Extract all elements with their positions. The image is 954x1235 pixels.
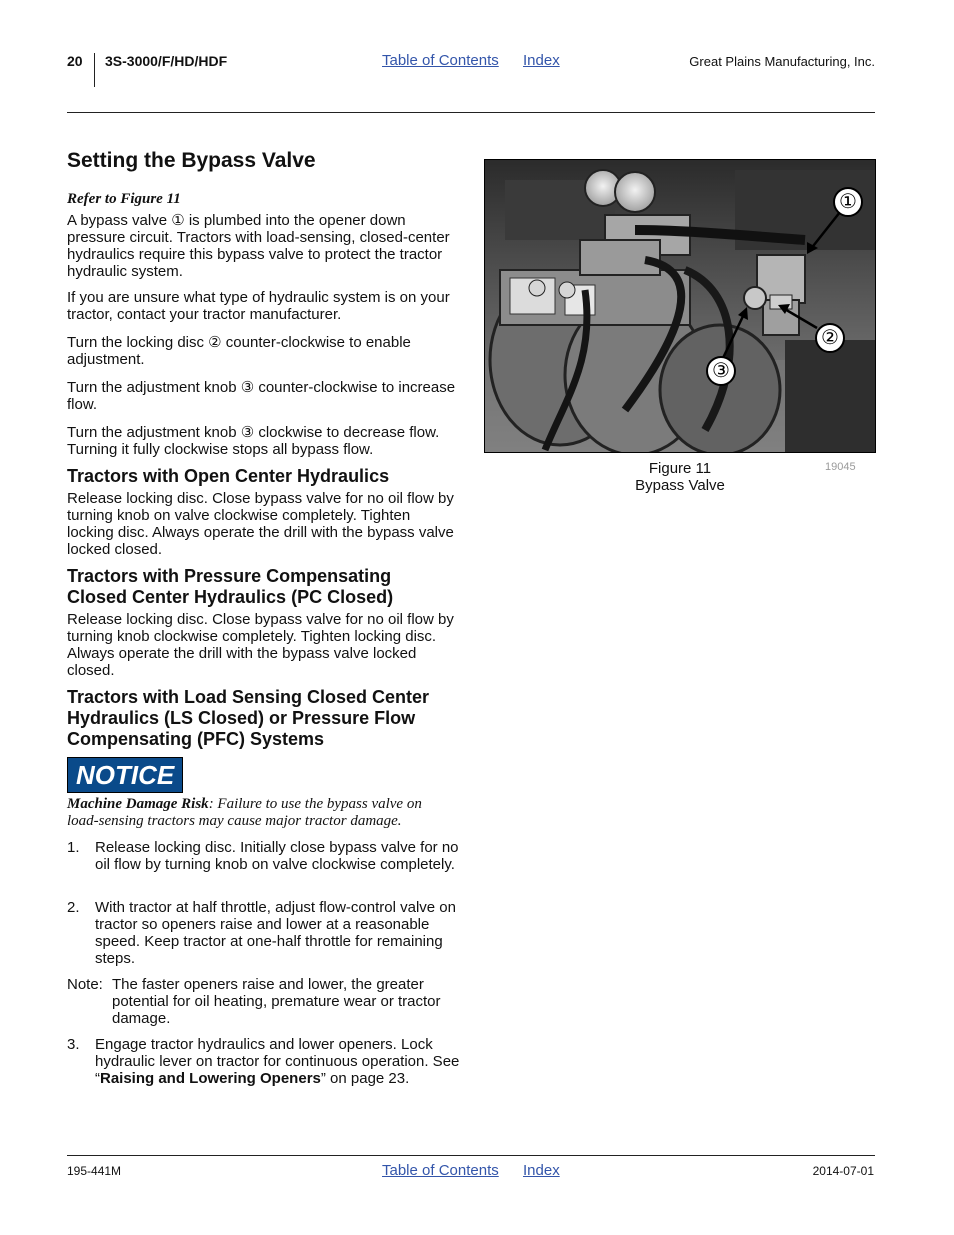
step3-post: ” on page 23. — [320, 1070, 410, 1087]
footer-index-link[interactable]: Index — [523, 1162, 560, 1179]
pc-closed-title: Tractors with Pressure Compensating Closed Center Hydraulics (PC Closed) — [67, 566, 394, 607]
callout-2: ② — [815, 323, 845, 353]
footer-rule — [67, 1155, 875, 1156]
footer-toc-link[interactable]: Table of Contents — [382, 1162, 499, 1179]
header-toc-link[interactable]: Table of Contents — [382, 52, 499, 69]
open-center-text: Release locking disc. Close bypass valve for no oil flow by turning knob on valve clockwise completely. Tighten locking disc. Always operate the drill with the bypass valve locked closed. — [67, 490, 454, 558]
header-index-link[interactable]: Index — [523, 52, 560, 69]
doc-number: 195-441M — [67, 1164, 122, 1178]
note — [67, 976, 459, 1032]
open-center-title: Tractors with Open Center Hydraulics — [67, 466, 390, 486]
callout-3: ③ — [706, 356, 736, 386]
step-text — [95, 1036, 460, 1087]
refer-figure: Refer to Figure 11 — [67, 191, 181, 207]
figure-caption-number: Figure 11 — [648, 460, 712, 477]
note-label: Note: — [67, 976, 103, 993]
company-name: Great Plains Manufacturing, Inc. — [689, 54, 875, 69]
header-divider — [94, 53, 95, 87]
callout-1: ① — [833, 187, 863, 217]
cross-reference-link[interactable]: Raising and Lowering Openers — [100, 1070, 321, 1087]
pc-closed-text: Release locking disc. Close bypass valve for no oil flow by turning knob clockwise completely. Tighten locking disc. Always operate the drill with the bypass valve locked closed. — [67, 611, 454, 679]
list-item — [67, 899, 459, 975]
step-number: 2. — [67, 899, 80, 916]
risk-label: Machine Damage Risk — [67, 796, 209, 812]
publication-date: 2014-07-01 — [812, 1164, 874, 1178]
list-item — [67, 1036, 459, 1092]
section-title: Setting the Bypass Valve — [67, 149, 316, 172]
step3-pre: Engage tractor hydraulics and lower openers. Lock hydraulic lever on tractor for continuous operation. See “ — [95, 1036, 460, 1087]
note-text: The faster openers raise and lower, the greater potential for oil heating, premature wear or tractor damage. — [112, 976, 441, 1027]
step-text: Release locking disc. Initially close bypass valve for no oil flow by turning knob on valve clockwise completely. — [95, 839, 459, 873]
notice-badge: NOTICE — [68, 758, 182, 792]
paragraph-contact: If you are unsure what type of hydraulic system is on your tractor, contact your tractor manufacturer. — [67, 289, 450, 323]
bypass-valve-illustration — [485, 160, 875, 452]
page-number: 20 — [67, 53, 83, 69]
step-text: With tractor at half throttle, adjust flow-control valve on tractor so openers raise and lower at a reasonable speed. Keep tractor at one-half throttle for remaining steps. — [95, 899, 456, 967]
header-rule — [67, 112, 875, 113]
paragraph-locking-disc: Turn the locking disc ② counter-clockwise to enable adjustment. — [67, 334, 411, 368]
bypass-valve-photo — [484, 159, 876, 453]
figure-caption-title: Bypass Valve — [635, 477, 725, 494]
risk-text: : Failure to use the bypass valve on load-sensing tractors may cause major tractor damage. — [67, 796, 422, 829]
paragraph-bypass-intro: A bypass valve ① is plumbed into the opener down pressure circuit. Tractors with load-sensing, closed-center hydraulics require this bypass valve to protect the tractor hydraulic system. — [67, 212, 450, 280]
step-number: 1. — [67, 839, 80, 856]
ls-closed-title: Tractors with Load Sensing Closed Center Hydraulics (LS Closed) or Pressure Flow Compensating (PFC) Systems — [67, 687, 430, 749]
model-title: 3S-3000/F/HD/HDF — [105, 53, 228, 69]
list-item — [67, 839, 459, 899]
figure-image-id: 19045 — [825, 461, 856, 473]
paragraph-increase-flow: Turn the adjustment knob ③ counter-clockwise to increase flow. — [67, 379, 456, 413]
step-number: 3. — [67, 1036, 80, 1053]
machine-damage-risk — [67, 796, 452, 830]
paragraph-decrease-flow: Turn the adjustment knob ③ clockwise to decrease flow. Turning it fully clockwise stops all bypass flow. — [67, 424, 440, 458]
